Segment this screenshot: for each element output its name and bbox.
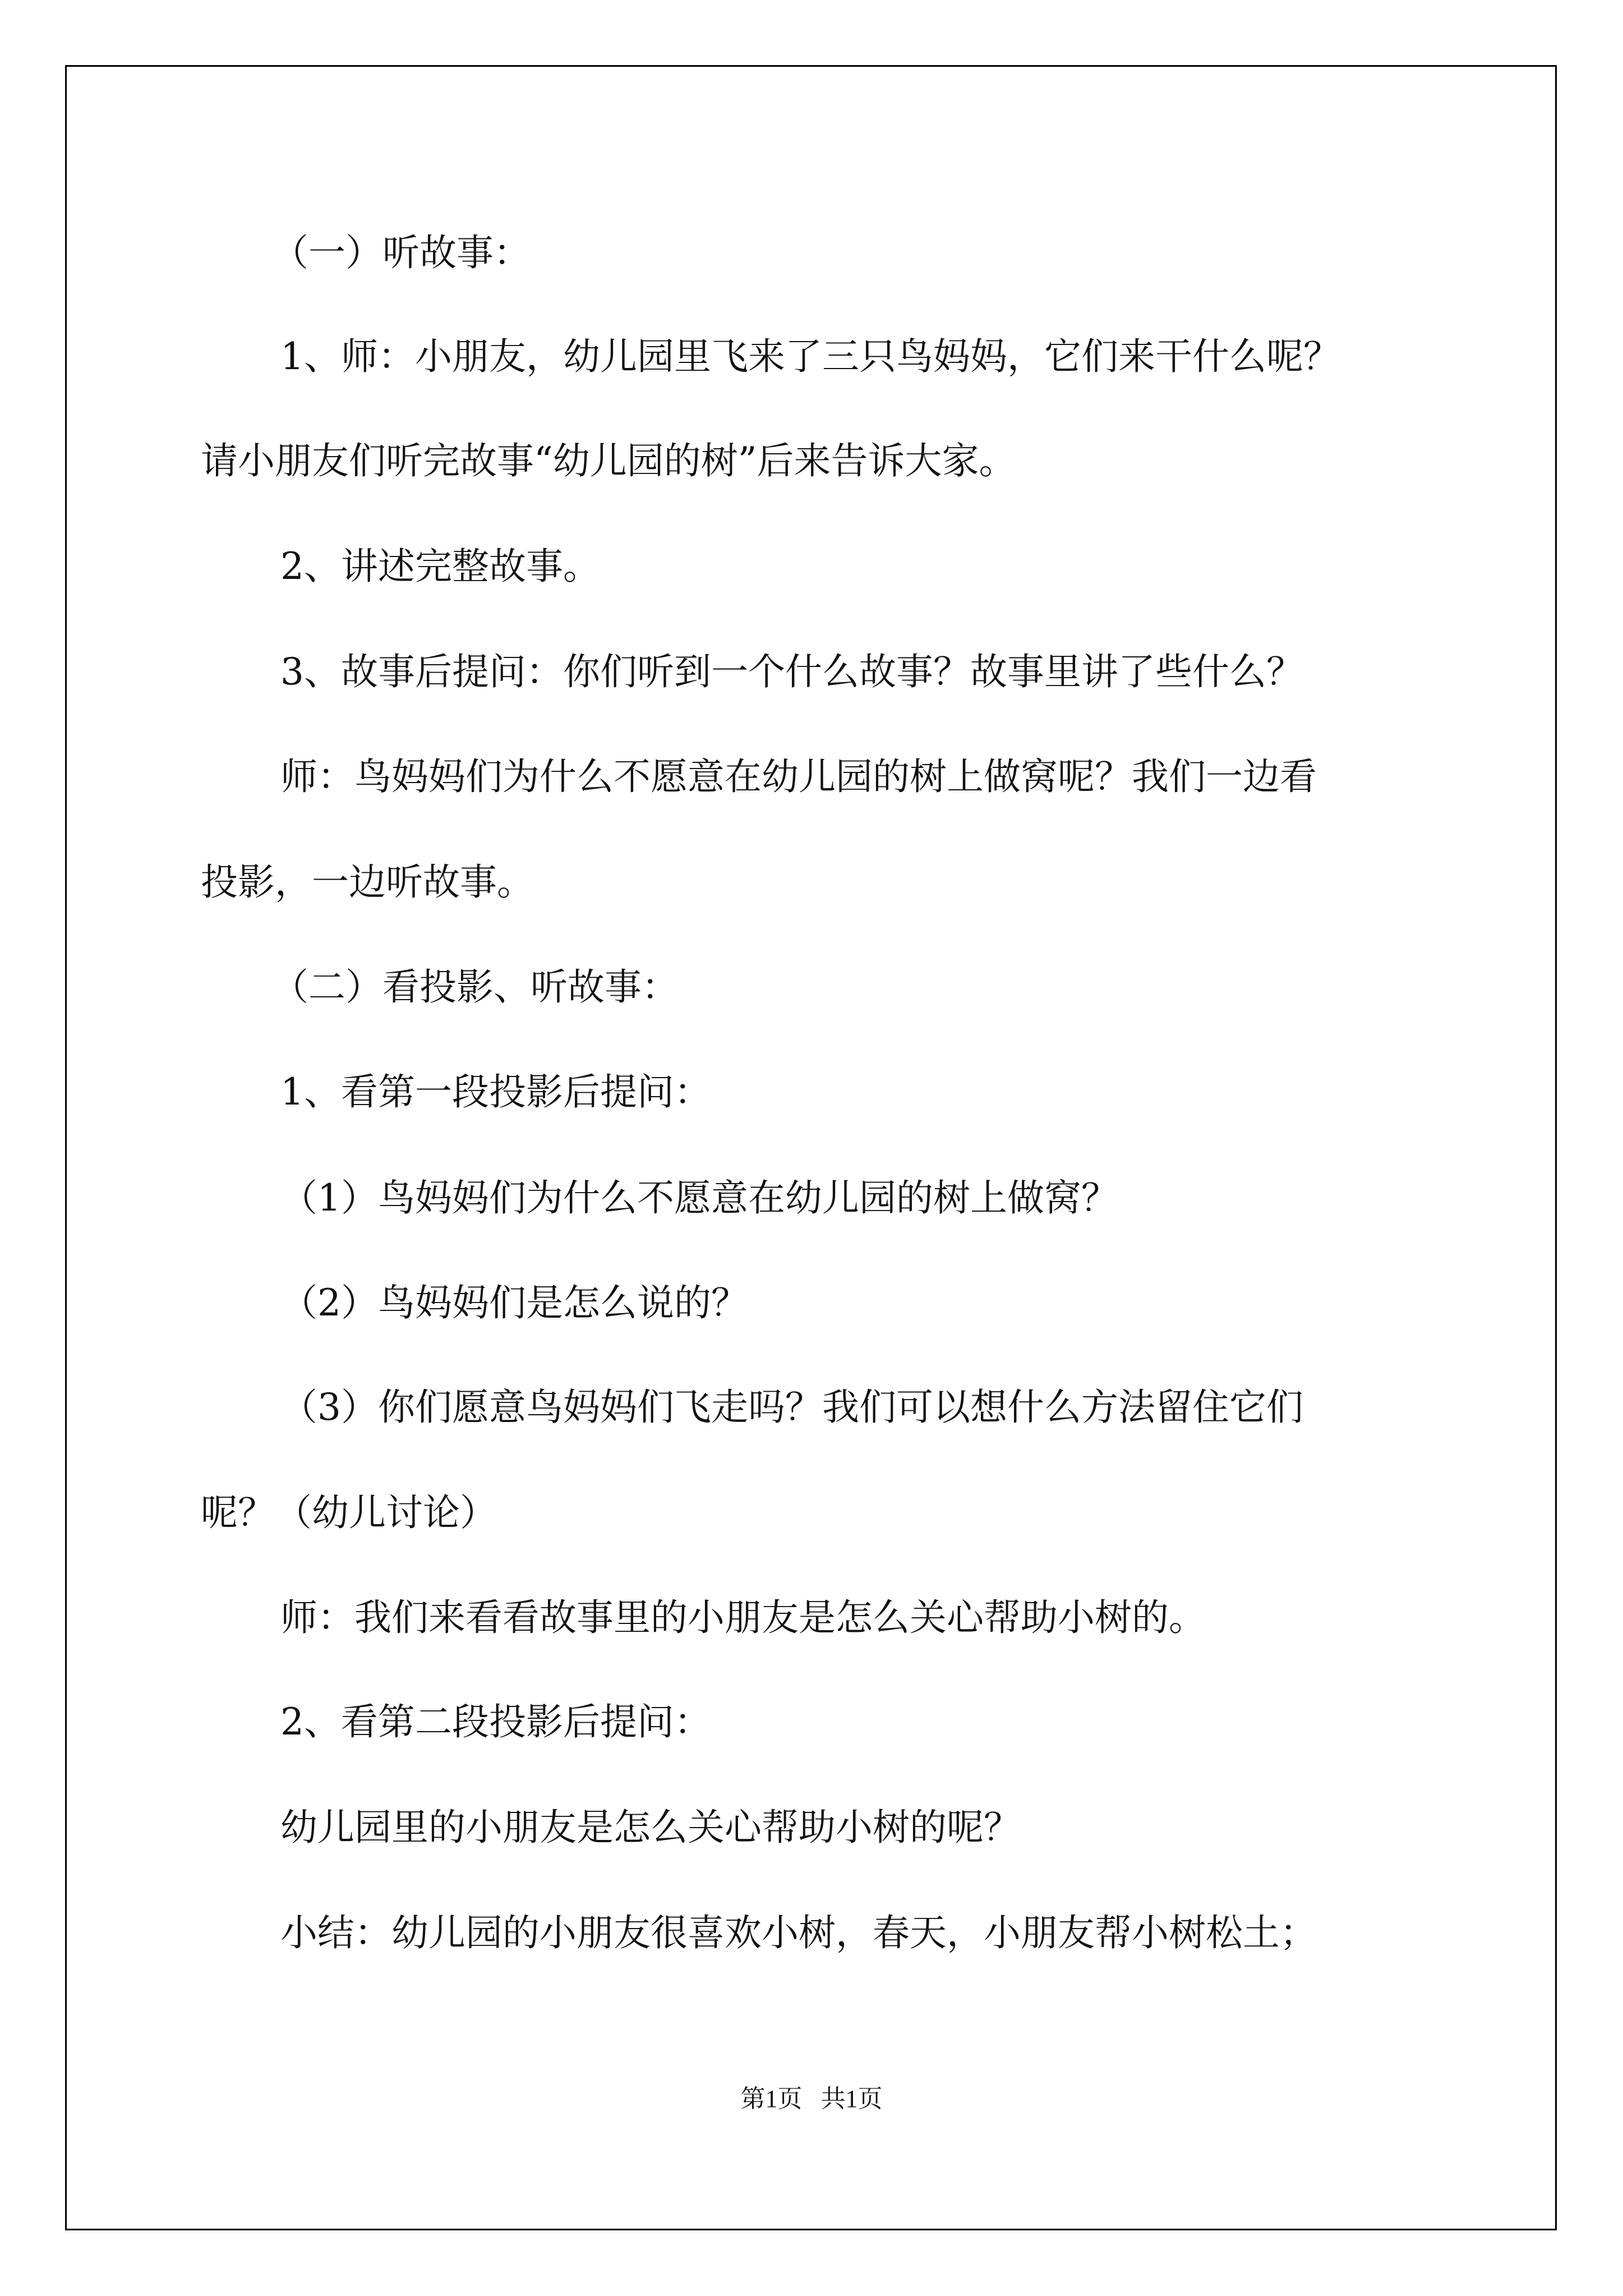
paragraph-4: 2、讲述完整故事。 [280,545,600,588]
paragraph-10: （1）鸟妈妈们为什么不愿意在幼儿园的树上做窝？ [280,1176,1118,1220]
paragraph-12: （3）你们愿意鸟妈妈们飞走吗？我们可以想什么方法留住它们 [280,1386,1303,1429]
paragraph-16: 幼儿园里的小朋友是怎么关心帮助小树的呢？ [280,1806,1021,1849]
paragraph-8: （二）看投影、听故事： [271,965,679,1009]
paragraph-14: 师：我们来看看故事里的小朋友是怎么关心帮助小树的。 [280,1596,1206,1639]
paragraph-3: 请小朋友们听完故事“幼儿园的树”后来告诉大家。 [201,439,1016,482]
paragraph-6: 师：鸟妈妈们为什么不愿意在幼儿园的树上做窝呢？我们一边看 [280,755,1317,798]
paragraph-1: （一）听故事： [271,231,531,274]
paragraph-11: （2）鸟妈妈们是怎么说的？ [280,1281,748,1324]
paragraph-15: 2、看第二段投影后提问： [280,1700,711,1743]
page-border [65,65,1557,2230]
paragraph-9: 1、看第一段投影后提问： [280,1070,711,1114]
page-number-footer: 第1页 共1页 [740,2085,883,2113]
paragraph-2: 1、师：小朋友，幼儿园里飞来了三只鸟妈妈，它们来干什么呢？ [280,335,1340,378]
paragraph-17: 小结：幼儿园的小朋友很喜欢小树，春天，小朋友帮小树松土； [280,1911,1317,1954]
paragraph-13: 呢？（幼儿讨论） [201,1491,497,1534]
paragraph-5: 3、故事后提问：你们听到一个什么故事？故事里讲了些什么？ [280,650,1303,693]
paragraph-7: 投影，一边听故事。 [201,861,534,904]
